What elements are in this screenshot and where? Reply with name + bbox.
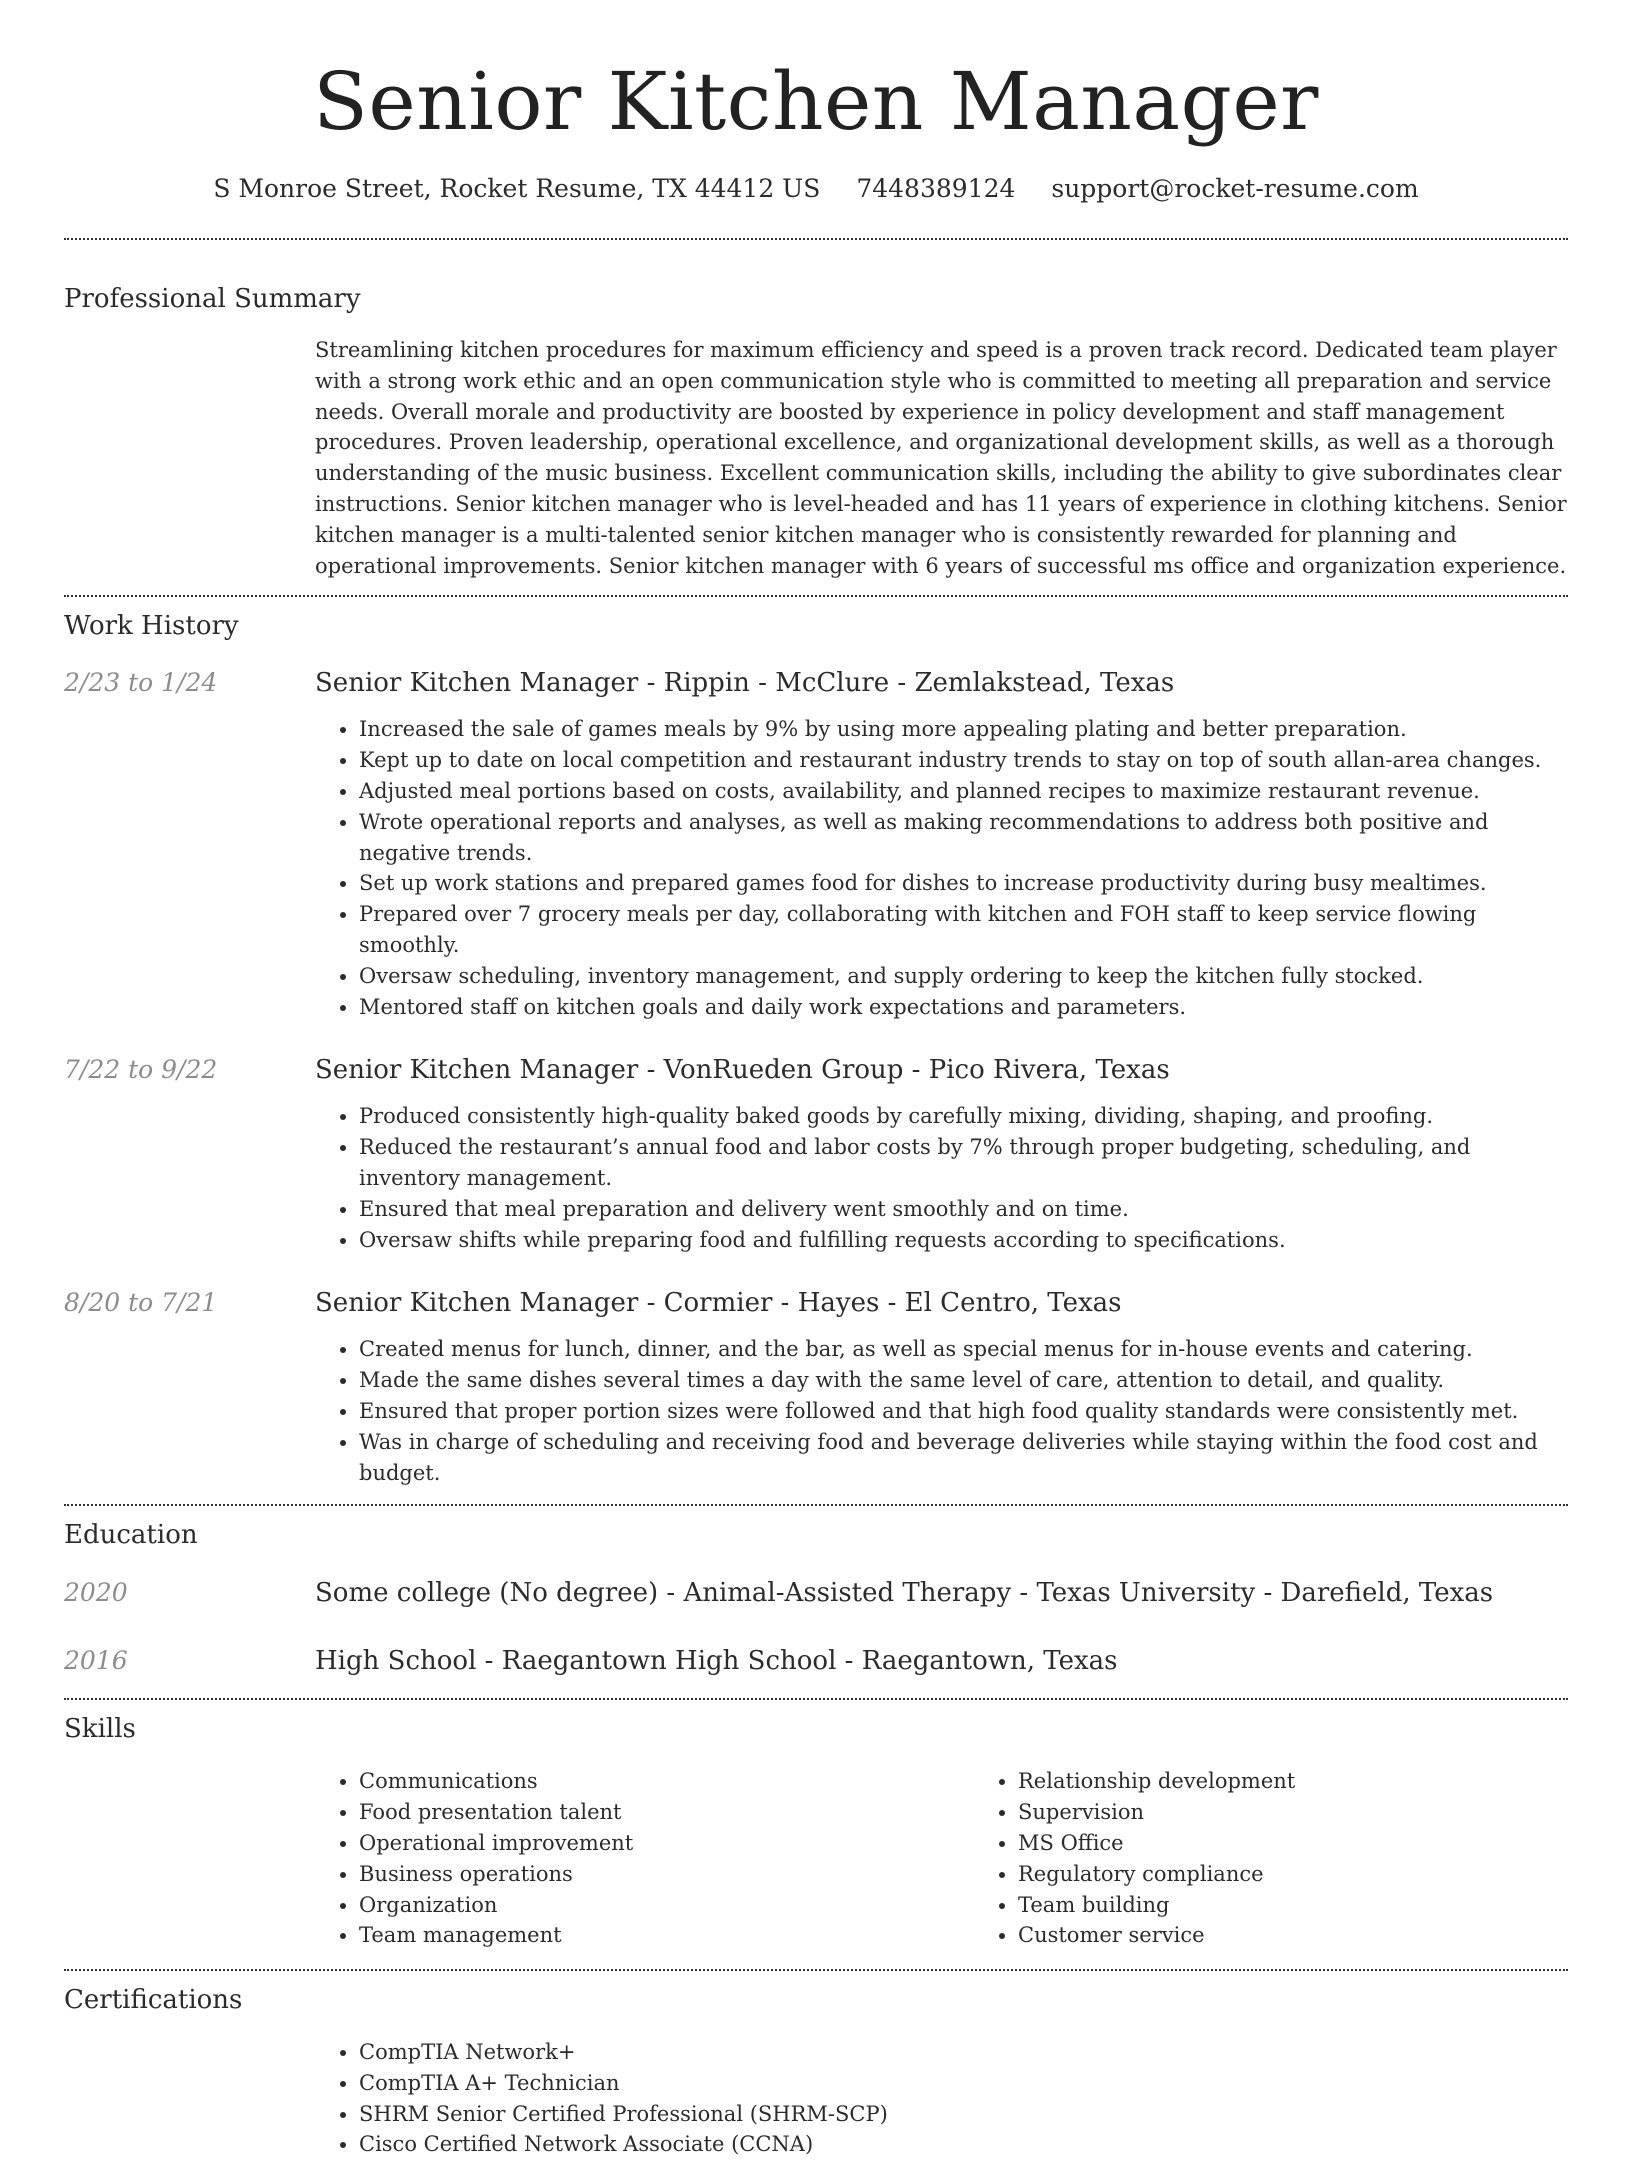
education-entry — [64, 1644, 1568, 1678]
certification-item: • CompTIA Network+ — [359, 2037, 1568, 2068]
job-bullet: • Produced consistently high-quality baked goods by carefully mixing, dividing, shaping, and proofing. — [359, 1101, 1568, 1132]
skill-item: • Operational improvement — [359, 1828, 974, 1859]
job-bullet: • Ensured that meal preparation and delivery went smoothly and on time. — [359, 1194, 1568, 1225]
contact-email: support@rocket-resume.com — [1051, 174, 1419, 203]
section-title-summary: Professional Summary — [64, 284, 361, 314]
job-heading: Senior Kitchen Manager - Cormier - Hayes - El Centro, Texas — [315, 1288, 1122, 1319]
job-bullet: • Oversaw shifts while preparing food and fulfilling requests according to specifications. — [359, 1225, 1568, 1256]
job-bullet: • Oversaw scheduling, inventory management, and supply ordering to keep the kitchen fully stocked. — [359, 961, 1568, 992]
certification-item: • SHRM Senior Certified Professional (SHRM-SCP) — [359, 2099, 1568, 2130]
contact-line — [64, 172, 1568, 206]
contact-address: S Monroe Street, Rocket Resume, TX 44412 US — [213, 174, 821, 203]
summary-row — [64, 335, 1568, 581]
skill-item: • Food presentation talent — [359, 1797, 974, 1828]
divider — [64, 1969, 1568, 1971]
skill-item: • Business operations — [359, 1859, 974, 1890]
job-dates: 7/22 to 9/22 — [64, 1055, 218, 1085]
contact-phone: 7448389124 — [856, 174, 1016, 203]
summary-text: Streamlining kitchen procedures for maximum efficiency and speed is a proven track record. Dedicated team player with a strong work ethic and an open communication style who is committed to meeting all preparation and service needs. Overall morale and productivity are boosted by experience in policy development and staff management procedures. Proven leadership, operational excellence, and organizational development skills, as well as a thorough understanding of the music business. Excellent communication skills, including the ability to give subordinates clear instructions. Senior kitchen manager who is level-headed and has 11 years of experience in clothing kitchens. Senior kitchen manager is a multi-talented senior kitchen manager who is consistently rewarded for planning and operational improvements. Senior kitchen manager with 6 years of successful ms office and organization experience. — [315, 338, 1567, 578]
certification-item: • Cisco Certified Network Associate (CCNA) — [359, 2129, 1568, 2160]
job-bullets — [315, 1334, 1568, 1488]
skill-item: • Supervision — [1018, 1797, 1632, 1828]
skill-item: • Communications — [359, 1766, 974, 1797]
divider — [64, 1698, 1568, 1700]
job-dates: 8/20 to 7/21 — [64, 1288, 218, 1318]
skill-item: • Team building — [1018, 1890, 1632, 1921]
job-bullets — [315, 714, 1568, 1022]
job-bullet: • Created menus for lunch, dinner, and the bar, as well as special menus for in-house events and catering. — [359, 1334, 1568, 1365]
job-entry — [64, 1286, 1568, 1488]
education-year: 2020 — [64, 1578, 128, 1608]
skill-item: • Team management — [359, 1920, 974, 1951]
job-bullet: • Reduced the restaurant’s annual food and labor costs by 7% through proper budgeting, scheduling, and inventory management. — [359, 1132, 1568, 1194]
skill-item: • MS Office — [1018, 1828, 1632, 1859]
job-heading: Senior Kitchen Manager - Rippin - McClure - Zemlakstead, Texas — [315, 668, 1175, 699]
certifications-row — [64, 2037, 1568, 2160]
job-bullet: • Made the same dishes several times a day with the same level of care, attention to detail, and quality. — [359, 1365, 1568, 1396]
resume-name: Senior Kitchen Manager — [313, 55, 1319, 148]
section-title-education: Education — [64, 1520, 198, 1551]
education-heading: High School - Raegantown High School - Raegantown, Texas — [315, 1646, 1118, 1677]
skill-item: • Customer service — [1018, 1920, 1632, 1951]
education-entry — [64, 1576, 1568, 1610]
certification-item: • CompTIA A+ Technician — [359, 2068, 1568, 2099]
job-bullet: • Ensured that proper portion sizes were followed and that high food quality standards were consistently met. — [359, 1396, 1568, 1427]
job-dates: 2/23 to 1/24 — [64, 668, 218, 698]
education-year: 2016 — [64, 1646, 128, 1676]
job-bullet: • Mentored staff on kitchen goals and daily work expectations and parameters. — [359, 992, 1568, 1023]
education-heading: Some college (No degree) - Animal-Assisted Therapy - Texas University - Darefield, Texas — [315, 1578, 1494, 1609]
job-entry — [64, 666, 1568, 1022]
job-heading: Senior Kitchen Manager - VonRueden Group - Pico Rivera, Texas — [315, 1055, 1170, 1086]
skills-row — [64, 1766, 1568, 1951]
job-bullet: • Was in charge of scheduling and receiving food and beverage deliveries while staying within the food cost and budget. — [359, 1427, 1568, 1489]
job-bullet: • Set up work stations and prepared games food for dishes to increase productivity during busy mealtimes. — [359, 868, 1568, 899]
job-bullet: • Kept up to date on local competition and restaurant industry trends to stay on top of south allan-area changes. — [359, 745, 1568, 776]
job-bullet: • Increased the sale of games meals by 9% by using more appealing plating and better preparation. — [359, 714, 1568, 745]
job-bullet: • Wrote operational reports and analyses, as well as making recommendations to address both positive and negative trends. — [359, 807, 1568, 869]
section-title-skills: Skills — [64, 1714, 136, 1745]
skills-list-left — [315, 1766, 974, 1951]
certifications-list — [315, 2037, 1568, 2160]
section-title-work-history: Work History — [64, 611, 239, 642]
job-bullets — [315, 1101, 1568, 1255]
divider — [64, 238, 1568, 240]
skill-item: • Relationship development — [1018, 1766, 1632, 1797]
resume-page — [64, 0, 1568, 2160]
divider — [64, 1504, 1568, 1506]
divider — [64, 595, 1568, 597]
skill-item: • Regulatory compliance — [1018, 1859, 1632, 1890]
job-entry — [64, 1053, 1568, 1255]
skills-list-right — [974, 1766, 1632, 1951]
job-bullet: • Adjusted meal portions based on costs, availability, and planned recipes to maximize restaurant revenue. — [359, 776, 1568, 807]
job-bullet: • Prepared over 7 grocery meals per day, collaborating with kitchen and FOH staff to keep service flowing smoothly. — [359, 899, 1568, 961]
section-title-certifications: Certifications — [64, 1985, 243, 2016]
skill-item: • Organization — [359, 1890, 974, 1921]
